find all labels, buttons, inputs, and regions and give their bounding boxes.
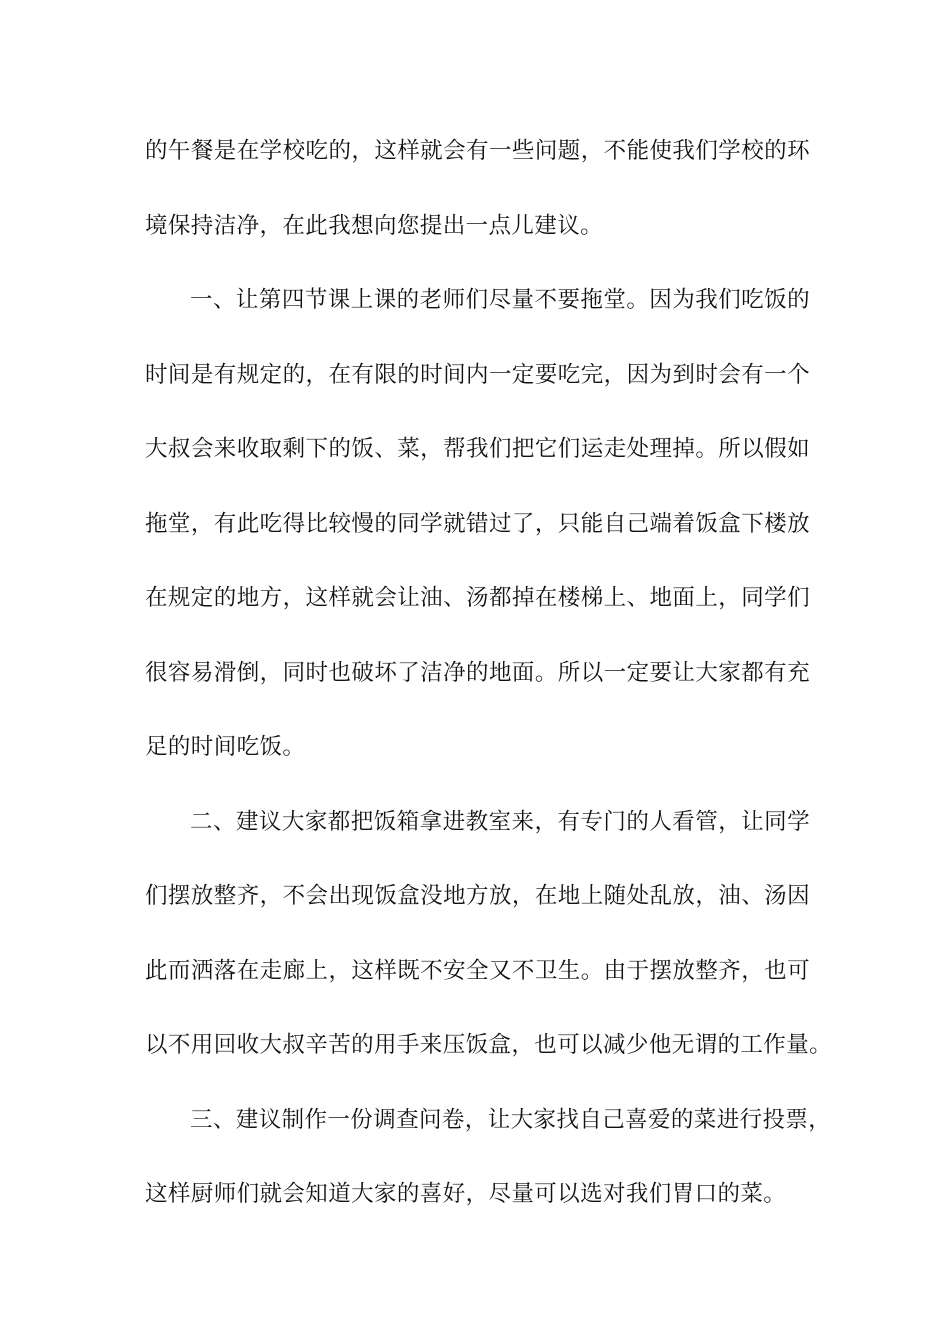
text-line: 大叔会来收取剩下的饭、菜，帮我们把它们运走处理掉。所以假如 [145, 436, 810, 462]
text-line: 此而洒落在走廊上，这样既不安全又不卫生。由于摆放整齐，也可 [145, 957, 810, 984]
paragraph-first-line: 三、建议制作一份调查问卷，让大家找自己喜爱的菜进行投票， [190, 1106, 832, 1133]
text-line: 时间是有规定的，在有限的时间内一定要吃完，因为到时会有一个 [145, 361, 810, 388]
document-body [145, 126, 833, 1244]
paragraph-first-line: 二、建议大家都把饭箱拿进教室来，有专门的人看管，让同学 [190, 808, 810, 835]
text-line: 以不用回收大叔辛苦的用手来压饭盒，也可以减少他无谓的工作量。 [145, 1032, 833, 1058]
text-line: 们摆放整齐，不会出现饭盒没地方放，在地上随处乱放，油、汤因 [145, 883, 810, 909]
text-line: 境保持洁净，在此我想向您提出一点儿建议。 [145, 212, 604, 239]
text-line: 的午餐是在学校吃的，这样就会有一些问题，不能使我们学校的环 [145, 138, 810, 164]
text-line: 足的时间吃饭。 [145, 734, 306, 760]
paragraph-first-line: 一、让第四节课上课的老师们尽量不要拖堂。因为我们吃饭的 [190, 287, 810, 313]
text-line: 这样厨师们就会知道大家的喜好，尽量可以选对我们胃口的菜。 [145, 1181, 787, 1207]
text-line: 拖堂，有此吃得比较慢的同学就错过了，只能自己端着饭盒下楼放 [145, 510, 810, 537]
text-line: 很容易滑倒，同时也破坏了洁净的地面。所以一定要让大家都有充 [145, 659, 810, 686]
text-line: 在规定的地方，这样就会让油、汤都掉在楼梯上、地面上，同学们 [145, 585, 810, 611]
